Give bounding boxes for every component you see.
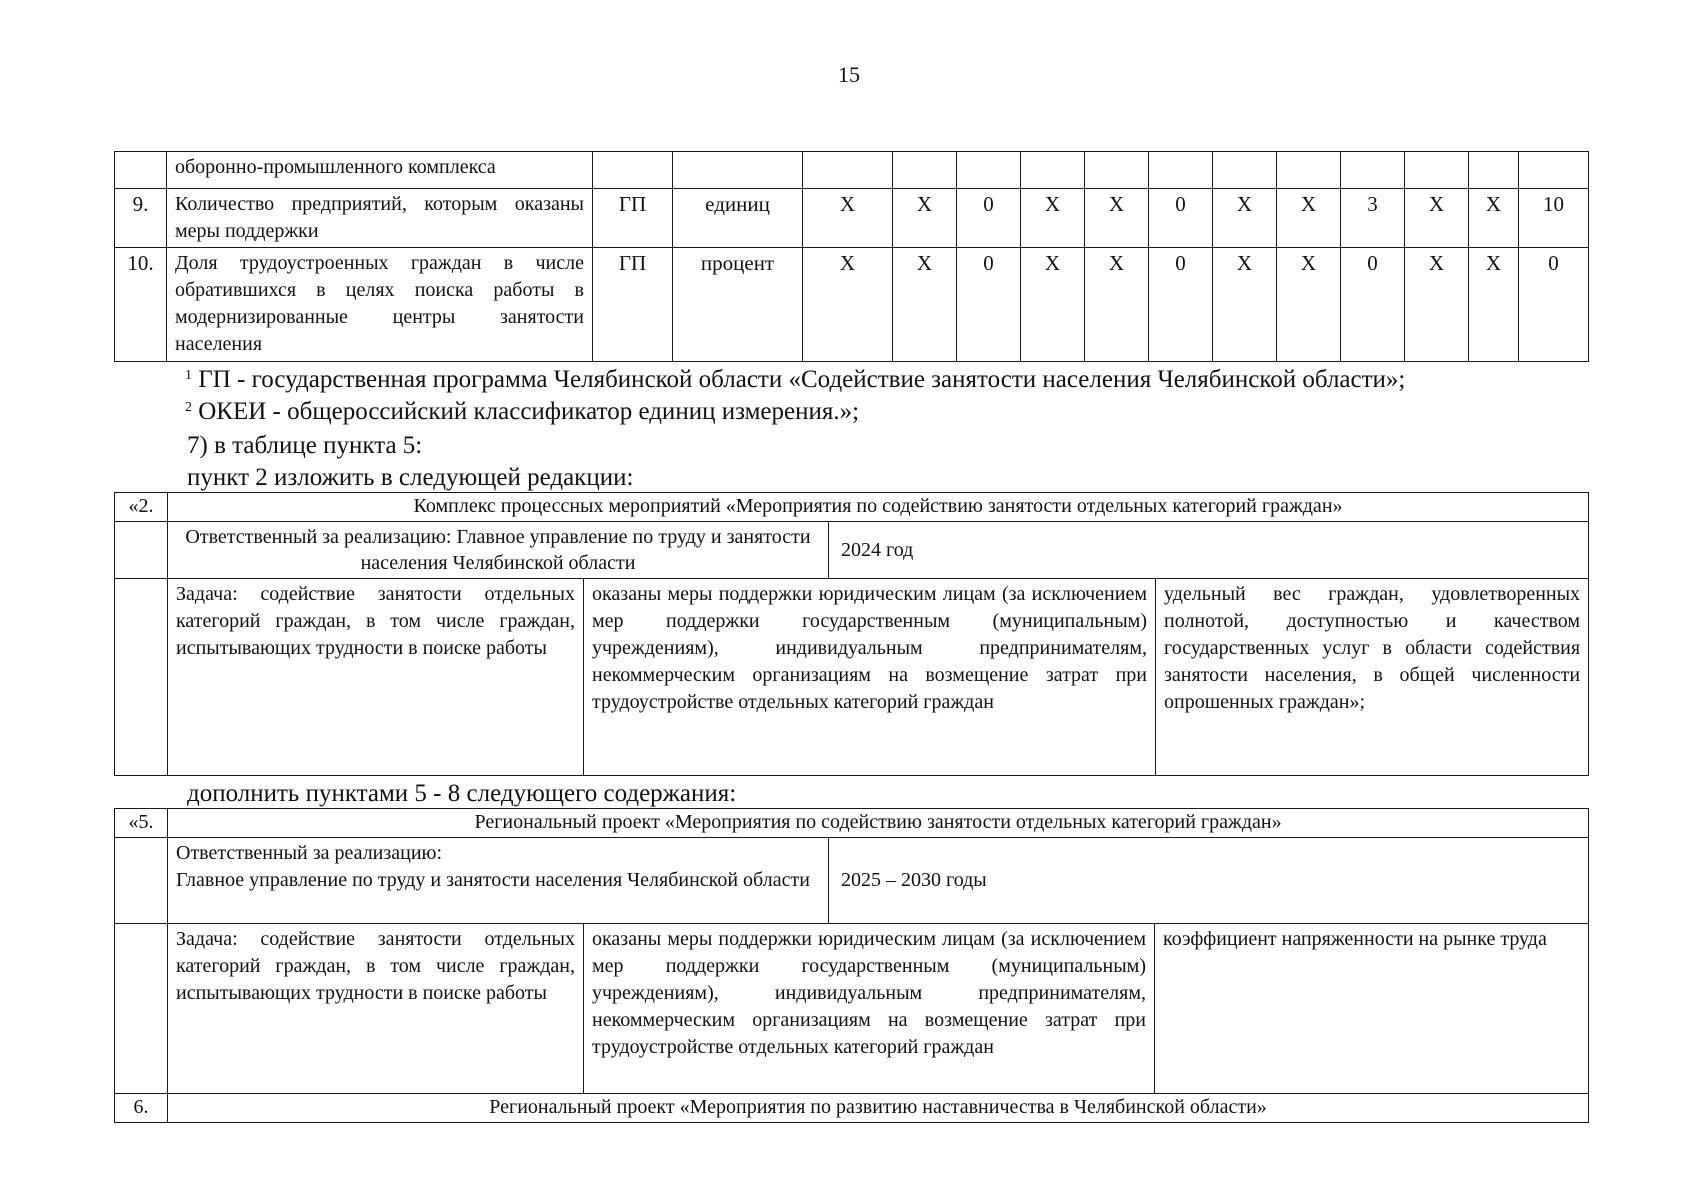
section-title: Региональный проект «Мероприятия по развитию наставничества в Челябинской области» [168,1094,1589,1123]
value-cell: 0 [1149,189,1213,248]
value-cell: X [1405,189,1469,248]
footnote-2-mark: 2 [185,400,192,415]
table-row [115,493,1589,522]
period-cell: 2024 год [829,522,1589,579]
responsible-cell [168,838,829,924]
table-row [115,248,1589,362]
value-cell: X [1405,248,1469,362]
responsible-cell: Ответственный за реализацию: Главное управление по труду и занятости населения Челябинской области [168,522,829,579]
indicator-unit: процент [673,248,803,362]
process-measures-table [114,492,1589,776]
responsible-text: Главное управление по труду и занятости населения Челябинской области [176,869,810,891]
value-cell: X [1085,248,1149,362]
responsible-label: Ответственный за реализацию: [176,842,443,864]
table-row [115,189,1589,248]
indicator-name: Количество предприятий, которым оказаны меры поддержки [167,189,593,248]
value-cell: 0 [1341,248,1405,362]
value-cell: 3 [1341,189,1405,248]
footnote-2-text: ОКЕИ - общероссийский классификатор единиц измерения.»; [198,398,860,425]
value-cell: X [1213,248,1277,362]
body-line: 7) в таблице пункта 5: [187,432,423,459]
indicators-table [114,151,1589,362]
indicator-name: Доля трудоустроенных граждан в числе обратившихся в целях поиска работы в модернизированные центры занятости населения [167,248,593,362]
table-row [115,522,1589,579]
table-row [115,924,1589,1094]
table-row [115,838,1589,924]
section-title: Комплекс процессных мероприятий «Мероприятия по содействию занятости отдельных категорий граждан» [168,493,1589,522]
row-number: 10. [115,248,167,362]
value-cell: X [803,248,893,362]
table-row [115,152,1589,189]
table-row [115,809,1589,838]
section-number: 6. [115,1094,168,1123]
body-line: дополнить пунктами 5 - 8 следующего содержания: [187,780,737,807]
effect-cell: оказаны меры поддержки юридическим лицам (за исключением мер поддержки государственным (муниципальным) учреждениям), индивидуальным предпринимателям, некоммерческим организациям на возмещение затрат при трудоустройстве отдельных категорий граждан [584,924,1155,1094]
footnote-1-mark: 1 [185,368,192,383]
value-cell: X [1021,189,1085,248]
page-number: 15 [838,62,860,87]
regional-projects-table [114,808,1589,1123]
row-number: 9. [115,189,167,248]
value-cell: X [1469,189,1519,248]
section-number: «5. [115,809,168,838]
continuation-cell: оборонно-промышленного комплекса [167,152,593,189]
value-cell: 0 [1519,248,1589,362]
value-cell: X [1213,189,1277,248]
body-line: пункт 2 изложить в следующей редакции: [187,464,634,491]
value-cell: X [803,189,893,248]
indicator-cell: коэффициент напряженности на рынке труда [1155,924,1589,1094]
indicator-level: ГП [593,189,673,248]
value-cell: 10 [1519,189,1589,248]
value-cell: 0 [1149,248,1213,362]
footnote-1-text: ГП - государственная программа Челябинской области «Содействие занятости населения Челябинской области»; [198,366,1406,393]
indicator-cell: удельный вес граждан, удовлетворенных полнотой, доступностью и качеством государственных услуг в области содействия занятости населения, в общей численности опрошенных граждан»; [1156,579,1589,776]
period-cell: 2025 – 2030 годы [829,838,1589,924]
value-cell: 0 [957,248,1021,362]
task-cell: Задача: содействие занятости отдельных категорий граждан, в том числе граждан, испытывающих трудности в поиске работы [168,924,584,1094]
value-cell: X [1085,189,1149,248]
task-cell: Задача: содействие занятости отдельных категорий граждан, в том числе граждан, испытывающих трудности в поиске работы [168,579,584,776]
section-title: Региональный проект «Мероприятия по содействию занятости отдельных категорий граждан» [168,809,1589,838]
table-row [115,1094,1589,1123]
effect-cell: оказаны меры поддержки юридическим лицам (за исключением мер поддержки государственным (муниципальным) учреждениям), индивидуальным предпринимателям, некоммерческим организациям на возмещение затрат при трудоустройстве отдельных категорий граждан [584,579,1156,776]
value-cell: X [893,189,957,248]
value-cell: X [893,248,957,362]
table-row [115,579,1589,776]
footnote-1 [185,364,1405,395]
value-cell: X [1277,189,1341,248]
indicator-unit: единиц [673,189,803,248]
section-number: «2. [115,493,168,522]
value-cell: X [1469,248,1519,362]
value-cell: X [1021,248,1085,362]
value-cell: X [1277,248,1341,362]
footnote-2 [185,396,859,427]
indicator-level: ГП [593,248,673,362]
value-cell: 0 [957,189,1021,248]
